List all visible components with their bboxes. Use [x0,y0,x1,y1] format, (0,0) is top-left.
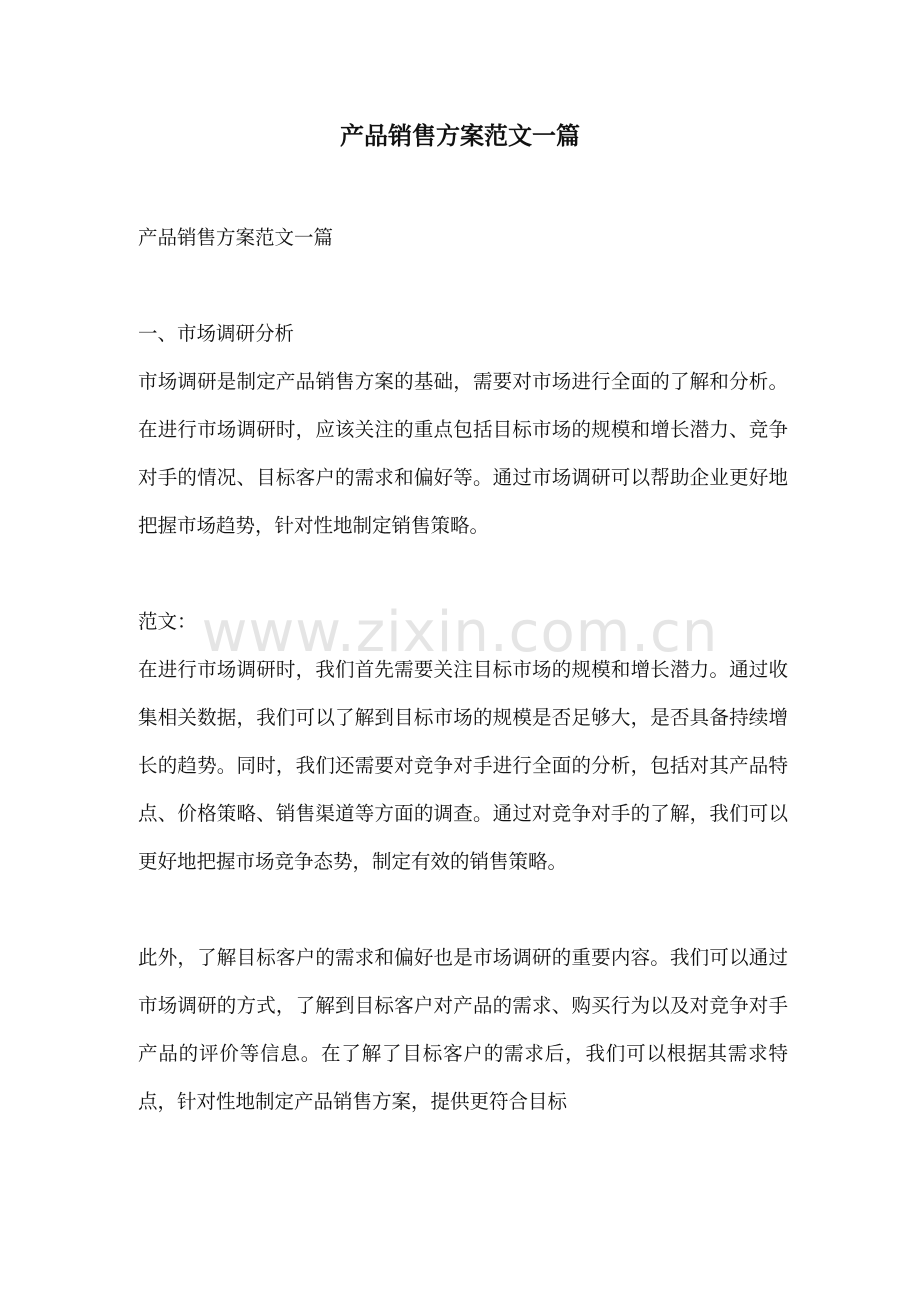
watermark-text: www.zixin.com.cn [201,600,719,665]
example-label: 范文： [138,610,197,633]
section-paragraph: 市场调研是制定产品销售方案的基础，需要对市场进行全面的了解和分析。在进行市场调研时，应该关注的重点包括目标市场的规模和增长潜力、竞争对手的情况、目标客户的需求和偏好等。通过市场调研可以帮助企业更好地把握市场趋势，针对性地制定销售策略。 [138,370,788,537]
document-subtitle: 产品销售方案范文一篇 [138,226,334,249]
paragraph-gap [138,886,788,934]
document-title: 产品销售方案范文一篇 [340,121,580,150]
section-heading: 一、市场调研分析 [138,322,295,345]
example-paragraph: 在进行市场调研时，我们首先需要关注目标市场的规模和增长潜力。通过收集相关数据，我们可以了解到目标市场的规模是否足够大，是否具备持续增长的趋势。同时，我们还需要对竞争对手进行全面的分析，包括对其产品特点、价格策略、销售渠道等方面的调查。通过对竞争对手的了解，我们可以更好地把握市场竞争态势，制定有效的销售策略。 [138,658,788,873]
example-paragraph: 此外，了解目标客户的需求和偏好也是市场调研的重要内容。我们可以通过市场调研的方式，了解到目标客户对产品的需求、购买行为以及对竞争对手产品的评价等信息。在了解了目标客户的需求后，我们可以根据其需求特点，针对性地制定产品销售方案，提供更符合目标 [138,946,788,1113]
paragraph-gap [138,550,788,598]
paragraph-gap [138,262,788,310]
document-body [138,214,788,1126]
